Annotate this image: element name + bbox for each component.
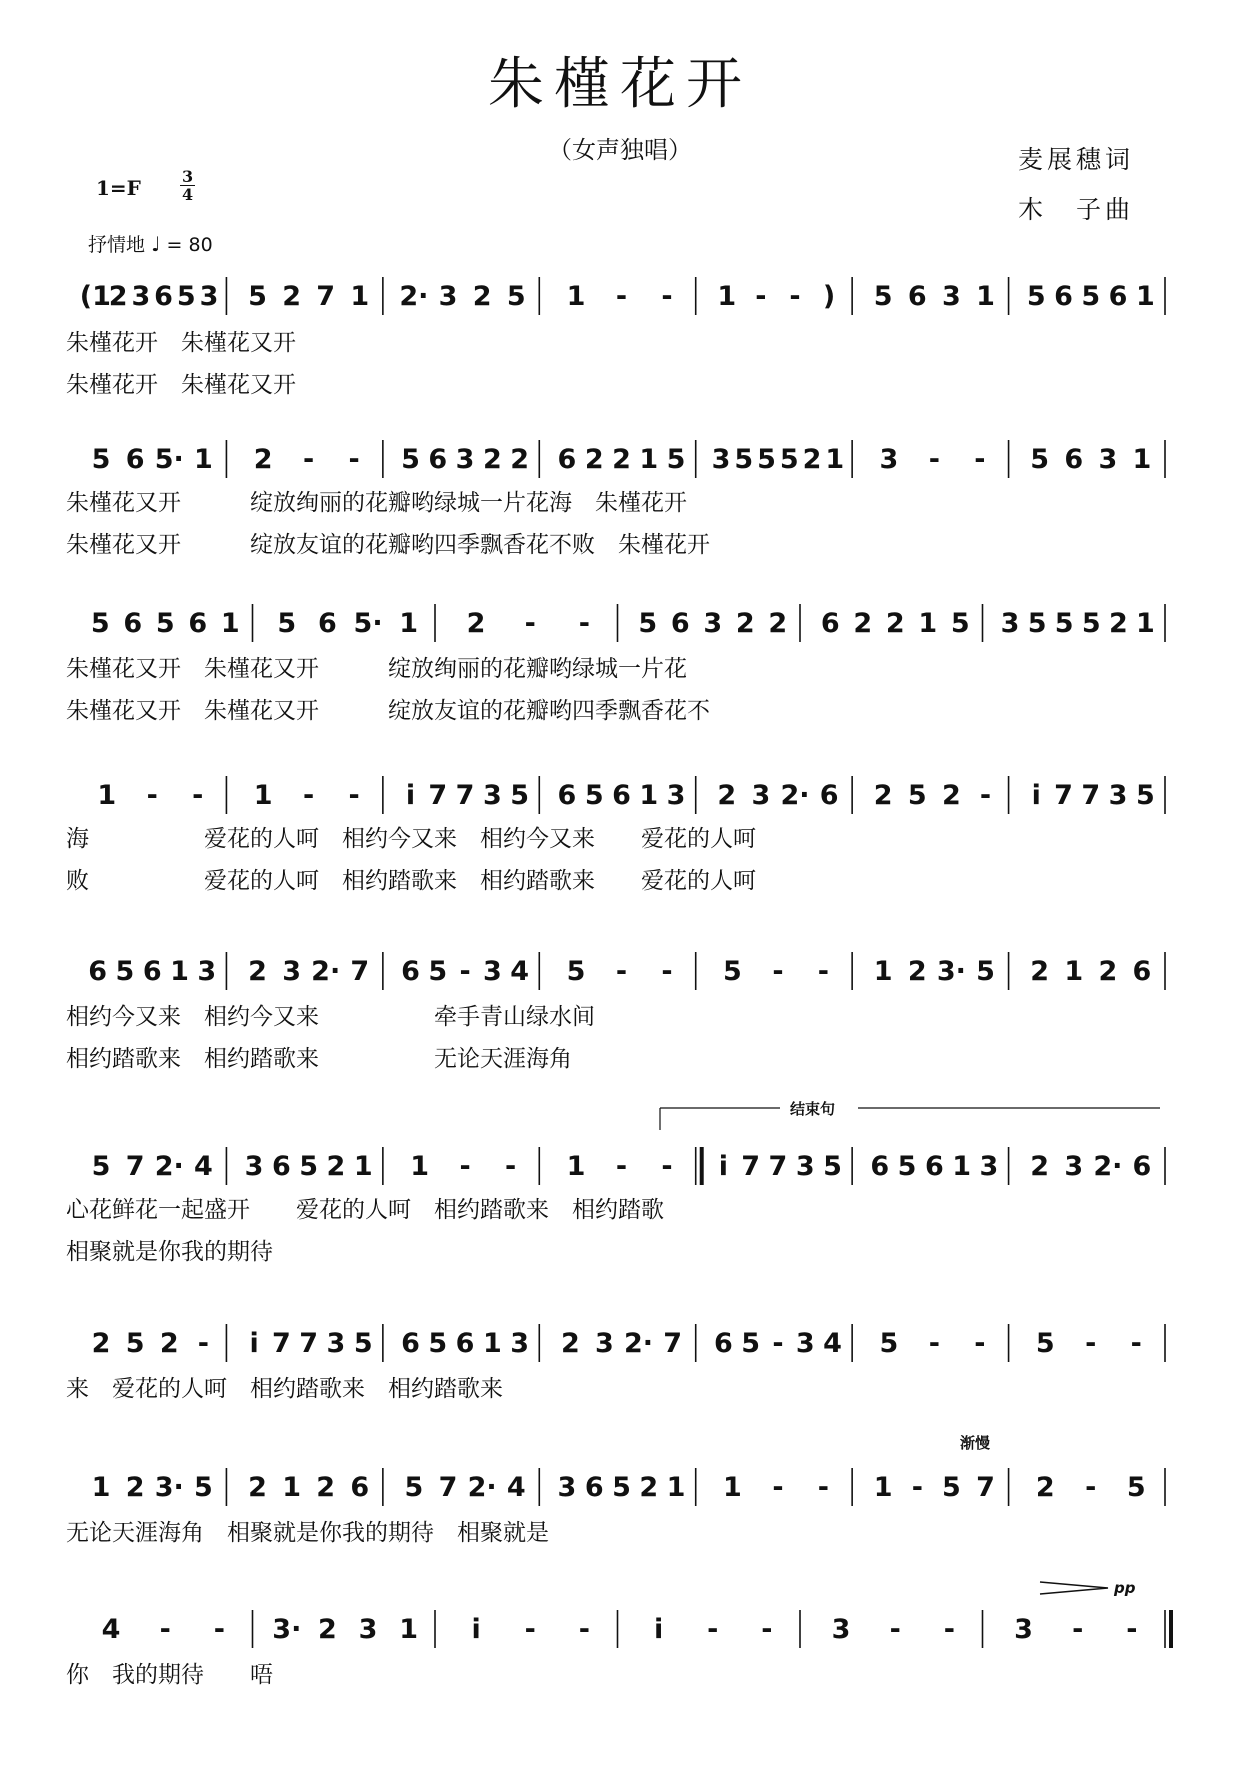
note: 1 (1136, 608, 1155, 639)
lyric-line: 相约今又来 相约今又来 牵手青山绿水间 (66, 1004, 595, 1030)
note: 3 (711, 444, 731, 475)
note: 5 (757, 444, 776, 475)
note: 2 (253, 444, 273, 475)
note: 6 (318, 608, 337, 639)
note: 5 (779, 444, 799, 475)
note: 5 (1081, 281, 1101, 312)
note: - (159, 1614, 171, 1645)
note: 2 (1030, 956, 1050, 987)
note: 2 (472, 281, 492, 312)
note: 2 (942, 780, 961, 811)
note: 7 (1081, 780, 1101, 811)
note: 6 (123, 608, 143, 639)
note: 7 (299, 1328, 319, 1359)
note: 6 (1064, 444, 1084, 475)
note: 5 (942, 1472, 961, 1503)
note: 2 (907, 956, 927, 987)
note: 2· (467, 1472, 497, 1503)
note: 2 (282, 281, 301, 312)
note: 6 (188, 608, 208, 639)
lyric-line: 海 爱花的人呵 相约今又来 相约今又来 爱花的人呵 (66, 826, 756, 852)
note: i (471, 1614, 481, 1645)
note: 2 (318, 1614, 337, 1645)
note: 2 (717, 780, 737, 811)
decrescendo-icon (1040, 1582, 1108, 1594)
note: - (303, 444, 315, 475)
note: 3 (1108, 780, 1128, 811)
note: 6 (350, 1472, 370, 1503)
note: 5 (638, 608, 658, 639)
note: 5 (428, 956, 448, 987)
note: i (653, 1614, 664, 1645)
note: 5 (612, 1472, 631, 1503)
note: 1 (976, 281, 995, 312)
ritardando-label: 渐慢 (960, 1434, 991, 1452)
note: 5 (1054, 608, 1074, 639)
note: - (761, 1614, 773, 1645)
lyric-line: 朱槿花又开 朱槿花又开 绽放绚丽的花瓣哟绿城一片花 (66, 656, 687, 682)
note: 5 (90, 608, 110, 639)
note: 5 (155, 608, 175, 639)
note: 1 (666, 1472, 686, 1503)
note: 3 (1064, 1151, 1084, 1182)
note: 1 (97, 780, 117, 811)
note: 2 (326, 1151, 346, 1182)
note: 3 (795, 1328, 815, 1359)
note: 5 (125, 1328, 145, 1359)
note: 2 (248, 956, 267, 987)
note: - (615, 281, 628, 312)
note: 2 (1098, 956, 1118, 987)
note: 3 (595, 1328, 614, 1359)
note: - (979, 780, 992, 811)
note: 3 (482, 780, 502, 811)
note: 5 (248, 281, 267, 312)
note: 5 (1135, 780, 1155, 811)
note: 2 (612, 444, 631, 475)
note: 6 (1132, 956, 1152, 987)
note: 2· (780, 780, 810, 811)
note: 3 (282, 956, 301, 987)
note: 3· (272, 1614, 302, 1645)
note: - (1072, 1614, 1084, 1645)
note: - (911, 1472, 923, 1503)
note: 5 (299, 1151, 319, 1182)
note: 1 (952, 1151, 972, 1182)
lyric-line: 你 我的期待 唔 (66, 1662, 273, 1688)
note: - (197, 1328, 209, 1359)
note: - (524, 608, 536, 639)
note: 4 (101, 1614, 121, 1645)
note: 3· (154, 1472, 184, 1503)
note: 5 (873, 281, 893, 312)
note: 5 (401, 444, 420, 475)
note: 1 (873, 956, 893, 987)
note: - (578, 1614, 591, 1645)
note: 5 (823, 1151, 842, 1182)
note: - (661, 1151, 673, 1182)
note: 1 (399, 1614, 419, 1645)
note: 5 (1026, 281, 1046, 312)
note: 1 (220, 608, 240, 639)
note: 2 (768, 608, 788, 639)
note: - (524, 1614, 536, 1645)
note: 3 (358, 1614, 378, 1645)
note: - (303, 780, 315, 811)
lyric-line: 败 爱花的人呵 相约踏歌来 相约踏歌来 爱花的人呵 (66, 868, 756, 894)
note: 5 (91, 1151, 111, 1182)
note: - (1130, 1328, 1142, 1359)
note: 3· (936, 956, 966, 987)
note: 2 (1108, 608, 1128, 639)
note: ) (822, 281, 836, 312)
note: 3 (942, 281, 961, 312)
note: - (817, 1472, 830, 1503)
note: 6 (428, 444, 448, 475)
note: 3 (979, 1151, 999, 1182)
lyric-line: 来 爱花的人呵 相约踏歌来 相约踏歌来 (66, 1376, 503, 1402)
note: 6 (1132, 1151, 1152, 1182)
note: 6 (584, 1472, 604, 1503)
note: 1 (193, 444, 213, 475)
note: - (772, 956, 784, 987)
note: 2 (873, 780, 893, 811)
note: 3 (326, 1328, 346, 1359)
key-signature: 1=F (96, 176, 141, 200)
note: 3 (131, 281, 151, 312)
composer-credit: 木 子曲 (1018, 195, 1135, 224)
note: 1 (639, 444, 659, 475)
note: 1 (170, 956, 189, 987)
tempo-text: 抒情地 (88, 234, 146, 256)
note: 2· (399, 281, 429, 312)
note: 2 (885, 608, 905, 639)
note: 3 (455, 444, 475, 475)
note: 7 (663, 1328, 683, 1359)
quarter-note-icon: ♩ (151, 232, 161, 256)
note: 6 (142, 956, 162, 987)
note: 1 (353, 1151, 373, 1182)
note: 3 (482, 956, 502, 987)
note: 2 (159, 1328, 179, 1359)
note: 5 (907, 780, 927, 811)
note: 3 (438, 281, 458, 312)
note: (1 (79, 281, 111, 312)
lyric-line: 朱槿花又开 朱槿花又开 绽放友谊的花瓣哟四季飘香花不 (66, 698, 710, 724)
note: 5 (566, 956, 586, 987)
lyric-line: 朱槿花又开 绽放绚丽的花瓣哟绿城一片花海 朱槿花开 (66, 490, 687, 516)
note: 7 (768, 1151, 788, 1182)
note: 3 (510, 1328, 530, 1359)
lyricist-credit: 麦展穗词 (1018, 145, 1135, 174)
note: 6 (154, 281, 173, 312)
note: - (974, 444, 986, 475)
note: 7 (976, 1472, 995, 1503)
note: 2 (510, 444, 530, 475)
note: 5 (353, 1328, 373, 1359)
note: - (1085, 1472, 1097, 1503)
note: 6 (924, 1151, 944, 1182)
note: 3 (1014, 1614, 1033, 1645)
note: - (974, 1328, 986, 1359)
note: 6 (125, 444, 145, 475)
note: 7 (438, 1472, 458, 1503)
note: 5 (879, 1328, 899, 1359)
note: 2 (108, 281, 128, 312)
lyric-line: 朱槿花开 朱槿花又开 (66, 330, 296, 356)
note: 5· (154, 444, 184, 475)
note: - (146, 780, 158, 811)
time-signature-top: 3 (182, 167, 194, 186)
note: 5 (1027, 608, 1047, 639)
lyric-line: 相聚就是你我的期待 (66, 1239, 273, 1265)
note: 4 (193, 1151, 213, 1182)
note: 2 (466, 608, 486, 639)
note: 6 (820, 608, 840, 639)
note: 2 (735, 608, 755, 639)
note: 5 (976, 956, 995, 987)
note: 4 (510, 956, 530, 987)
note: 5 (1081, 608, 1101, 639)
note: i (1031, 780, 1041, 811)
note: 7 (455, 780, 475, 811)
note: - (661, 956, 673, 987)
note: 3 (199, 281, 219, 312)
note: 5 (277, 608, 297, 639)
note: - (772, 1328, 784, 1359)
note: 1 (1135, 281, 1155, 312)
dynamic-label: pp (1114, 1579, 1136, 1597)
note: 2 (584, 444, 604, 475)
note: 2· (624, 1328, 654, 1359)
note: 5 (404, 1472, 424, 1503)
note: - (459, 956, 471, 987)
note: 5 (584, 780, 604, 811)
note: 2 (560, 1328, 580, 1359)
note: 5 (428, 1328, 448, 1359)
note: i (718, 1151, 728, 1182)
note: - (1126, 1614, 1138, 1645)
note: 1 (282, 1472, 301, 1503)
note: - (789, 281, 801, 312)
note: 7 (1054, 780, 1073, 811)
note: 1 (918, 608, 938, 639)
note: 6 (1108, 281, 1128, 312)
note: 2· (154, 1151, 184, 1182)
note: 3 (751, 780, 771, 811)
note: 5 (115, 956, 135, 987)
note: 2 (125, 1472, 145, 1503)
note: - (707, 1614, 719, 1645)
note: 5 (193, 1472, 213, 1503)
note: 2 (639, 1472, 659, 1503)
song-subtitle: （女声独唱） (548, 136, 692, 164)
note: - (661, 281, 673, 312)
note: 3 (831, 1614, 851, 1645)
note: 5 (950, 608, 970, 639)
note: 5· (353, 608, 383, 639)
note: 2 (91, 1328, 111, 1359)
note: 2 (1030, 1151, 1050, 1182)
note: 2 (482, 444, 502, 475)
note: 3 (1000, 608, 1020, 639)
note: 1 (566, 281, 586, 312)
note: 1 (1132, 444, 1152, 475)
note: 6 (670, 608, 690, 639)
song-title: 朱槿花开 (488, 52, 752, 117)
note: 5 (741, 1328, 761, 1359)
lyric-line: 朱槿花又开 绽放友谊的花瓣哟四季飘香花不败 朱槿花开 (66, 532, 710, 558)
note: 2 (248, 1472, 267, 1503)
note: 3 (1098, 444, 1118, 475)
note: - (213, 1614, 226, 1645)
note: i (249, 1328, 259, 1359)
note: 5 (723, 956, 742, 987)
note: i (405, 780, 416, 811)
note: 7 (428, 780, 448, 811)
note: 7 (741, 1151, 761, 1182)
tempo-value: = 80 (166, 234, 213, 256)
note: 3 (666, 780, 686, 811)
note: 1 (410, 1151, 429, 1182)
note: 2 (853, 608, 873, 639)
note: 6 (88, 956, 108, 987)
time-signature-bottom: 4 (182, 185, 194, 204)
note: 1 (350, 281, 370, 312)
note: 1 (482, 1328, 502, 1359)
note: 2· (311, 956, 341, 987)
note: - (615, 956, 628, 987)
note: - (817, 956, 830, 987)
note: - (943, 1614, 956, 1645)
note: 6 (557, 444, 577, 475)
note: 1 (825, 444, 845, 475)
note: 5 (1030, 444, 1050, 475)
note: 4 (506, 1472, 526, 1503)
note: 5 (176, 281, 196, 312)
note: 2 (1035, 1472, 1055, 1503)
lyric-line: 相约踏歌来 相约踏歌来 无论天涯海角 (66, 1046, 572, 1072)
note: 6 (1054, 281, 1073, 312)
note: - (504, 1151, 517, 1182)
note: - (348, 780, 360, 811)
note: - (928, 1328, 940, 1359)
note: 5 (1035, 1328, 1055, 1359)
note: 7 (271, 1328, 291, 1359)
note: 1 (717, 281, 737, 312)
lyric-line: 心花鲜花一起盛开 爱花的人呵 相约踏歌来 相约踏歌 (66, 1197, 664, 1223)
note: 6 (557, 780, 577, 811)
lyric-line: 无论天涯海角 相聚就是你我的期待 相聚就是 (66, 1520, 549, 1546)
note: 4 (823, 1328, 842, 1359)
note: 1 (639, 780, 659, 811)
note: - (889, 1614, 901, 1645)
note: 2 (802, 444, 822, 475)
note: 2· (1093, 1151, 1123, 1182)
note: 6 (870, 1151, 890, 1182)
note: - (578, 608, 591, 639)
note: - (459, 1151, 471, 1182)
ending-label: 结束句 (790, 1100, 836, 1118)
note: 5 (91, 444, 111, 475)
note: 3 (703, 608, 723, 639)
note: 7 (350, 956, 370, 987)
note: - (928, 444, 940, 475)
note: 3 (879, 444, 899, 475)
note: 5 (666, 444, 686, 475)
note: 1 (873, 1472, 893, 1503)
lyric-line: 朱槿花开 朱槿花又开 (66, 372, 296, 398)
note: - (755, 281, 767, 312)
note: 5 (510, 780, 530, 811)
note: - (615, 1151, 628, 1182)
note: 5 (734, 444, 754, 475)
note: 6 (907, 281, 927, 312)
note: 1 (253, 780, 273, 811)
note: 6 (401, 1328, 420, 1359)
note: 1 (566, 1151, 586, 1182)
note: 5 (1126, 1472, 1146, 1503)
note: 7 (125, 1151, 145, 1182)
note: 7 (316, 281, 336, 312)
note: 1 (399, 608, 419, 639)
note: 3 (557, 1472, 577, 1503)
note: 5 (506, 281, 526, 312)
note: 6 (612, 780, 631, 811)
note: - (192, 780, 204, 811)
note: 1 (91, 1472, 111, 1503)
note: 2 (316, 1472, 336, 1503)
note: 3 (244, 1151, 264, 1182)
note: 1 (723, 1472, 742, 1503)
note: 6 (271, 1151, 291, 1182)
note: 6 (401, 956, 420, 987)
note: 3 (795, 1151, 815, 1182)
note: 6 (819, 780, 839, 811)
note: 1 (1064, 956, 1084, 987)
note: 6 (455, 1328, 475, 1359)
note: 5 (897, 1151, 917, 1182)
note: 3 (197, 956, 217, 987)
note: - (348, 444, 360, 475)
note: 6 (713, 1328, 733, 1359)
note: - (772, 1472, 784, 1503)
note: - (1085, 1328, 1097, 1359)
